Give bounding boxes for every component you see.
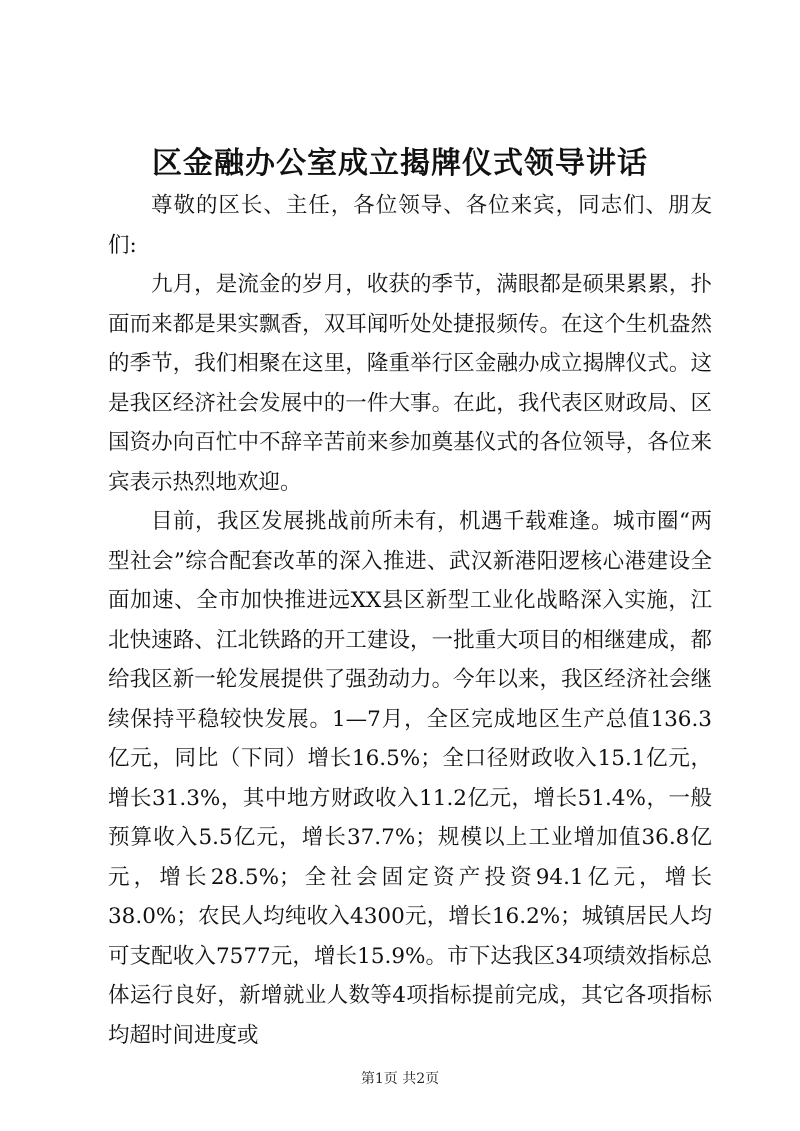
paragraph-development: 目前，我区发展挑战前所未有，机遇千载难逢。城市圈“两型社会”综合配套改革的深入推进、武汉新港阳逻核心港建设全面加速、全市加快推进远XX县区新型工业化战略深入实施，江北快速路、江北铁路的开工建设，一批重大项目的相继建成，都给我区新一轮发展提供了强劲动力。今年以来，我区经济社会继续保持平稳较快发展。1—7月，全区完成地区生产总值136.3亿元，同比（下同）增长16.5%；全口径财政收入15.1亿元，增长31.3%，其中地方财政收入11.2亿元，增长51.4%，一般预算收入5.5亿元，增长37.7%；规模以上工业增加值36.8亿元，增长28.5%；全社会固定资产投资94.1亿元，增长38.0%；农民人均纯收入4300元，增长16.2%；城镇居民人均可支配收入7577元，增长15.9%。市下达我区34项绩效指标总体运行良好，新增就业人数等4项指标提前完成，其它各项指标均超时间进度或 — [108, 509, 712, 1048]
page-footer: 第1页 共2页 — [360, 1071, 440, 1087]
paragraph-opening: 九月，是流金的岁月，收获的季节，满眼都是硕果累累，扑面而来都是果实飘香，双耳闻听处处捷报频传。在这个生机盎然的季节，我们相聚在这里，隆重举行区金融办成立揭牌仪式。这是我区经济社会发展中的一件大事。在此，我代表区财政局、区国资办向百忙中不辞辛苦前来参加奠基仪式的各位领导，各位来宾表示热烈地欢迎。 — [108, 272, 712, 495]
document-title: 区金融办公室成立揭牌仪式领导讲话 — [152, 146, 648, 181]
document-body — [108, 186, 712, 1055]
paragraph-salutation: 尊敬的区长、主任，各位领导、各位来宾，同志们、朋友们: — [108, 193, 712, 258]
